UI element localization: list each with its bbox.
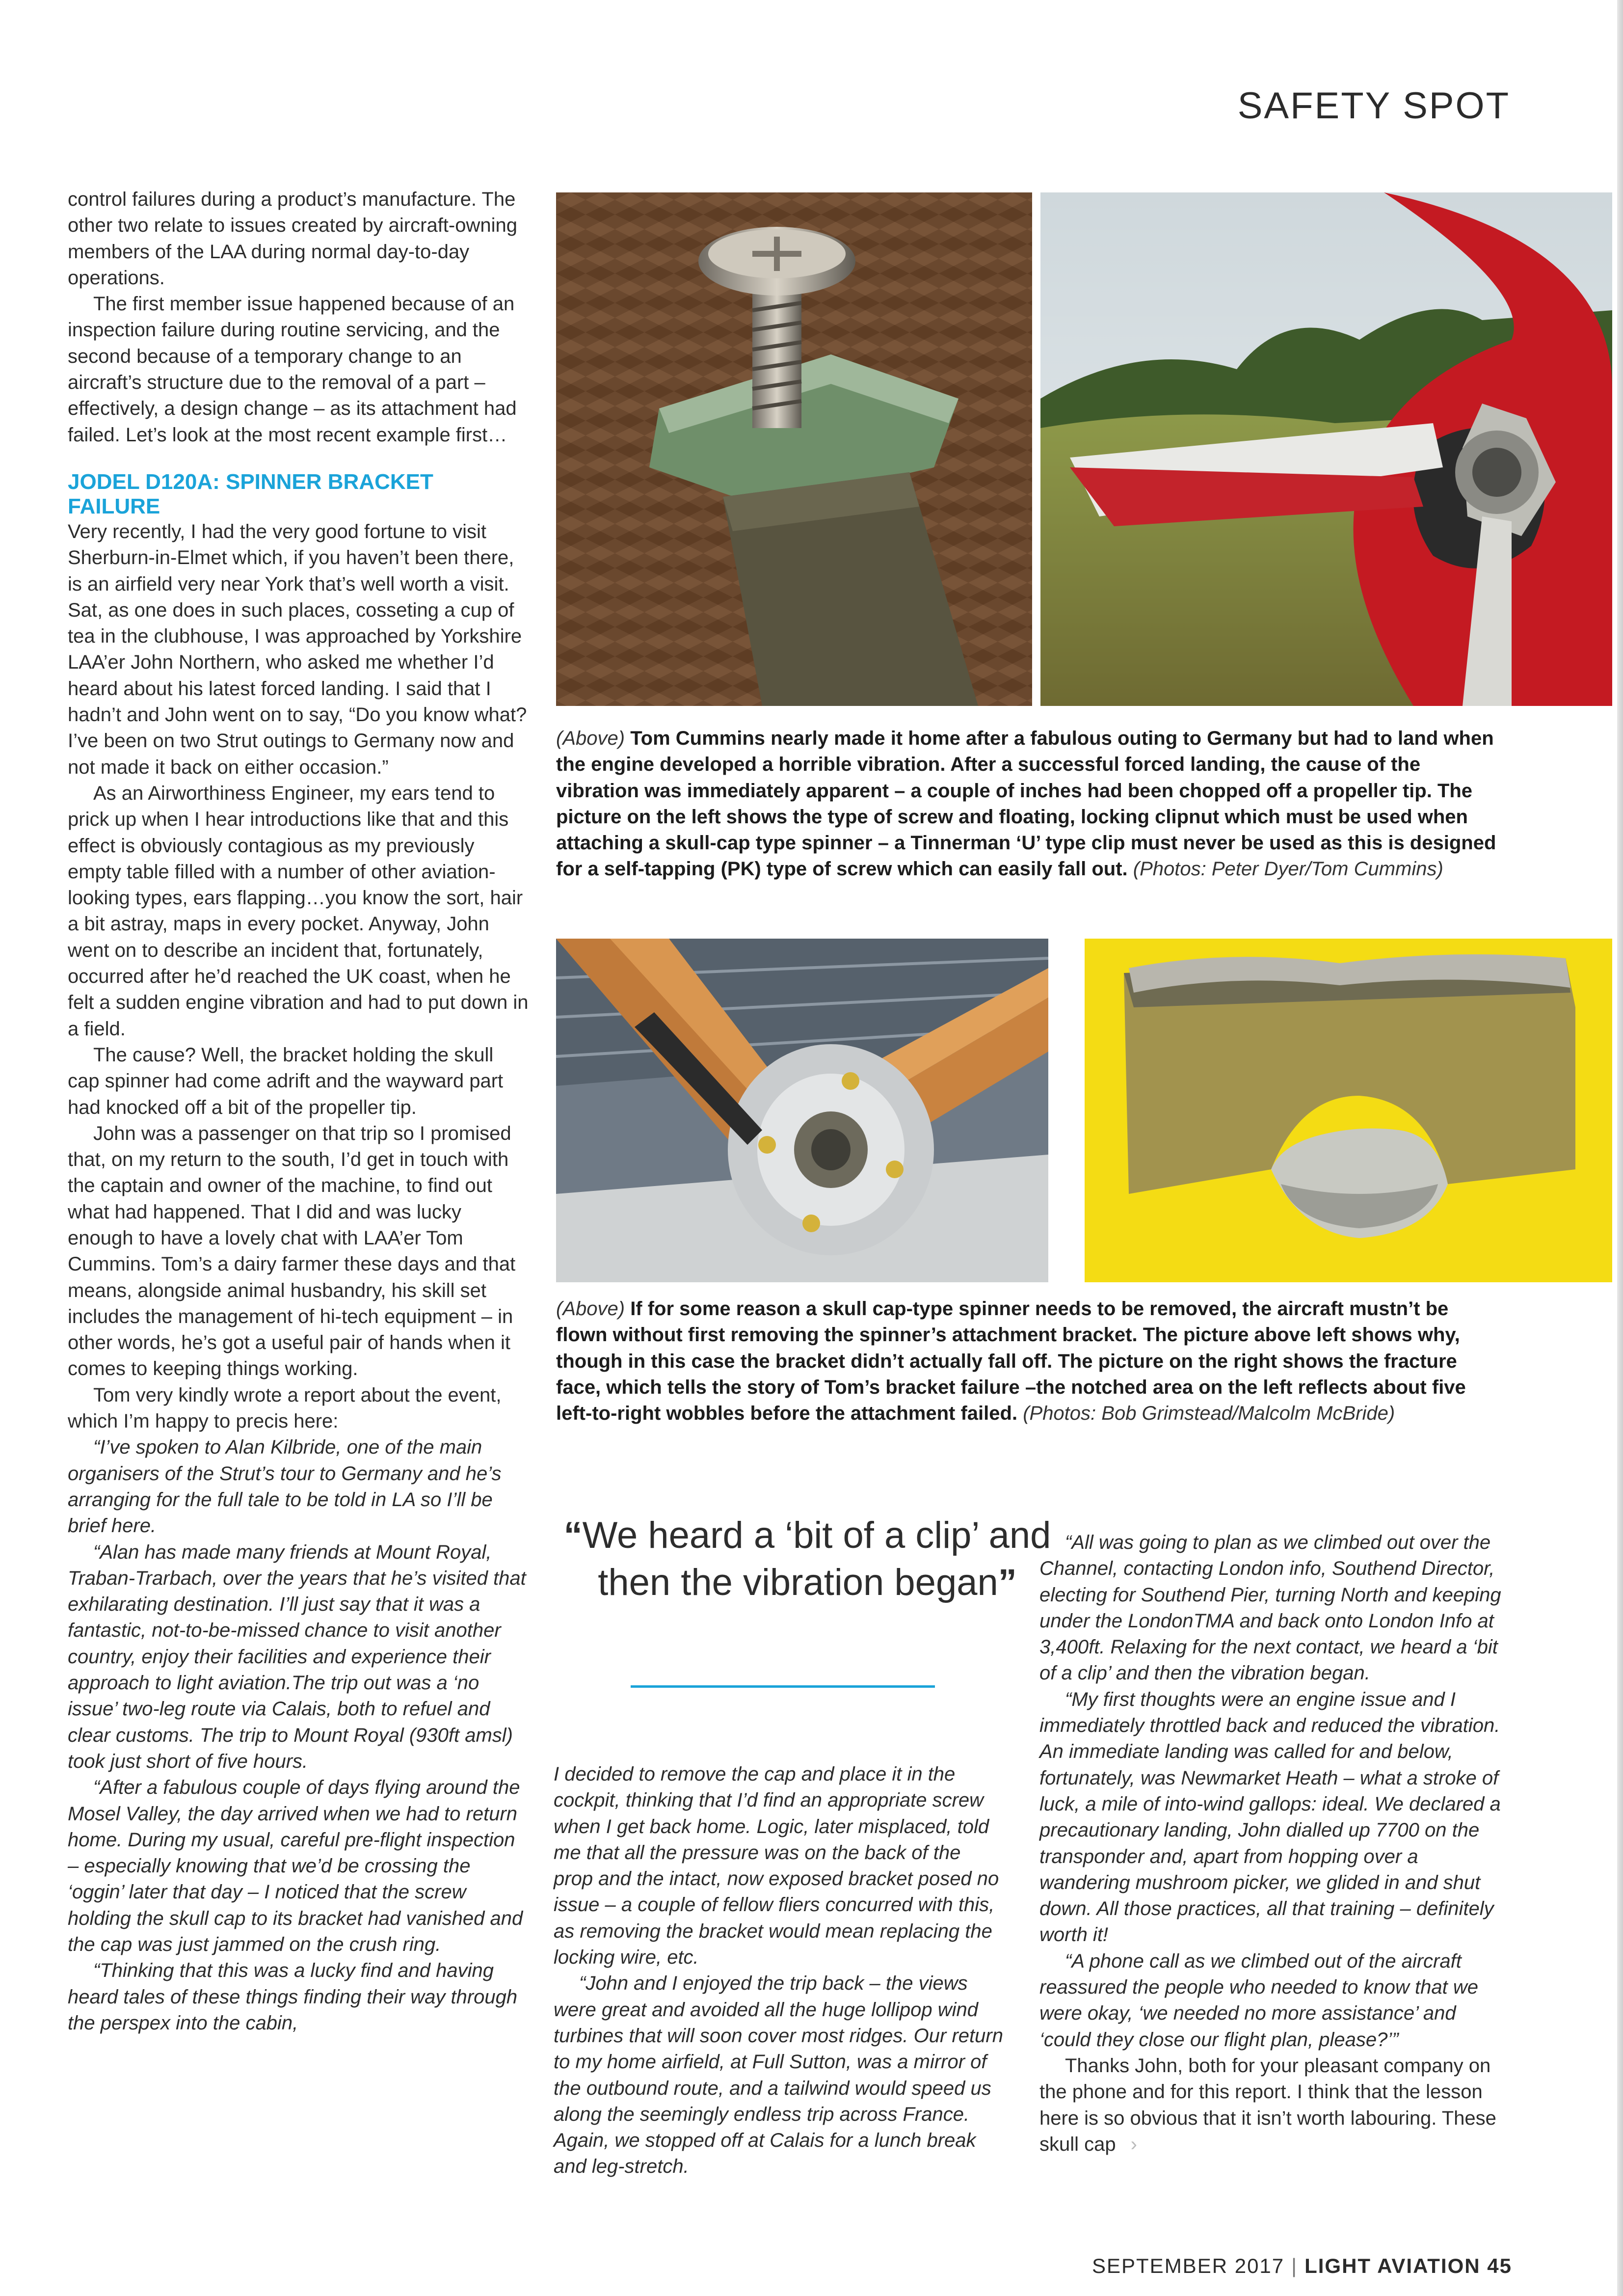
quoted-paragraph: “A phone call as we climbed out of the aircraft reassured the people who needed to know that we were okay, ‘we needed no more assistance’ and ‘could they close our flight plan, please?’” — [1039, 1950, 1478, 2051]
quoted-paragraph: “Alan has made many friends at Mount Royal, Traban-Trarbach, over the years that he’s visited that exhilarating destination. I’ll just say that it was a fantastic, not-to-be-missed chance to visit another country, enjoy their facilities and experience their approach to light aviation.The trip out was a ‘no issue’ two-leg route via Calais, both to refuel and clear customs. The trip to Mount Royal (930ft amsl) took just short of five hours. — [68, 1541, 526, 1772]
pull-quote — [559, 1512, 1055, 1606]
continue-arrow-icon: › — [1130, 2133, 1137, 2155]
caption-lead: (Above) — [556, 1298, 625, 1320]
quoted-paragraph: “John and I enjoyed the trip back – the views were great and avoided all the huge lollipop wind turbines that will soon cover most ridges. Our return to my home airfield, at Full Sutton, was a mirror of the outbound route, and a tailwind would speed us along the seemingly endless trip across France. Again, we stopped off at Calais for a lunch break and leg-stretch. — [554, 1972, 1003, 2178]
photo-credit: (Photos: Bob Grimstead/Malcolm McBride) — [1023, 1403, 1395, 1425]
paragraph — [1039, 2053, 1506, 2158]
photo-damaged-propeller — [1040, 192, 1612, 706]
photo-credit: (Photos: Peter Dyer/Tom Cummins) — [1133, 858, 1443, 880]
paragraph: Very recently, I had the very good fortune to visit Sherburn-in-Elmet which, if you haven’t been there, is an airfield very near York that’s well worth a visit. Sat, as one does in such places, cosseting a cup of tea in the clubhouse, I was approached by Yorkshire LAA’er John Northern, who asked me whether I’d heard about his latest forced landing. I said that I hadn’t and John went on to say, “Do you know what? I’ve been on two Strut outings to Germany now and not made it back on either occasion.” — [68, 520, 527, 778]
page-edge — [1617, 0, 1623, 2296]
paragraph: As an Airworthiness Engineer, my ears tend to prick up when I hear introductions like that and this effect is obviously contagious as my previously empty table filled with a number of other aviation-looking types, ears flapping…you know the sort, hair a bit astray, maps in every pocket. Anyway, John went on to describe an incident that, fortunately, occurred after he’d reached the UK coast, when he felt a sudden engine vibration and had to put down in a field. — [68, 782, 529, 1040]
quoted-paragraph: I decided to remove the cap and place it in the cockpit, thinking that I’d find an appropriate screw when I get back home. Logic, later misplaced, told me that all the pressure was on the back of the prop and the intact, now exposed bracket posed no issue – a couple of fellow fliers concurred with this, as removing the bracket would mean replacing the locking wire, etc. — [554, 1763, 999, 1969]
paragraph: The first member issue happened because of an inspection failure during routine servicing, and the second because of a temporary change to an aircraft’s structure due to the removal of a part – effectively, a design change – as its attachment had failed. Let’s look at the most recent example first… — [68, 293, 517, 446]
footer-separator: | — [1291, 2254, 1298, 2277]
pull-quote-text: We heard a ‘bit of a clip’ and then the vibration began — [582, 1514, 1051, 1603]
article-subheading: JODEL D120A: SPINNER BRACKET FAILURE — [68, 469, 433, 518]
middle-column — [554, 1761, 1005, 2180]
page-number: 45 — [1487, 2254, 1512, 2277]
caption-text: If for some reason a skull cap-type spinner needs to be removed, the aircraft mustn’t be flown without first removing the spinner’s attachment bracket. The picture above left shows why, though in this case the bracket didn’t actually fall off. The picture on the right shows the fracture face, which tells the story of Tom’s bracket failure –the notched area on the left reflects about five left-to-right wobbles before the attachment failed. — [556, 1298, 1466, 1425]
quoted-paragraph: “My first thoughts were an engine issue and I immediately throttled back and reduced the vibration. An immediate landing was called for and below, fortunately, was Newmarket Heath – what a stroke of luck, a mile of into-wind gallops: ideal. We declared a precautionary landing, John dialled up 7700 on the transponder and, apart from hopping over a wandering mushroom picker, we glided in and shut down. All those practices, all that training – definitely worth it! — [1039, 1688, 1501, 1946]
photo-exposed-bracket — [556, 939, 1048, 1282]
issue-date: SEPTEMBER 2017 — [1091, 2254, 1285, 2277]
magazine-name: LIGHT AVIATION — [1304, 2254, 1481, 2277]
quoted-paragraph: “Thinking that this was a lucky find and having heard tales of these things finding their way through the perspex into the cabin, — [68, 1960, 518, 2034]
page-footer — [1092, 2254, 1512, 2278]
photo-screw-clipnut — [556, 192, 1032, 706]
caption-text: Tom Cummins nearly made it home after a fabulous outing to Germany but had to land when the engine developed a horrible vibration. After a successful forced landing, the cause of the vibration was immediately apparent – a couple of inches had been chopped off a propeller tip. The picture on the left shows the type of screw and floating, locking clipnut which must be used when attaching a skull-cap type spinner – a Tinnerman ‘U’ type clip must never be used as this is designed for a self-tapping (PK) type of screw which can easily fall out. — [556, 728, 1496, 880]
pull-quote-rule — [631, 1685, 935, 1688]
paragraph-text: Thanks John, both for your pleasant company on the phone and for this report. I think that the lesson here is so obvious that it isn’t worth labouring. These skull cap — [1039, 2054, 1496, 2155]
section-label: SAFETY SPOT — [1237, 85, 1510, 127]
photo-caption — [556, 726, 1498, 883]
photo-caption — [556, 1296, 1498, 1427]
right-column — [1039, 1530, 1506, 2158]
paragraph: control failures during a product’s manufacture. The other two relate to issues created by aircraft-owning members of the LAA during normal day-to-day operations. — [68, 189, 517, 289]
pull-quote-open-mark: “ — [563, 1514, 583, 1556]
quoted-paragraph: “All was going to plan as we climbed out over the Channel, contacting London info, Southend Director, electing for Southend Pier, turning North and keeping under the LondonTMA and back onto London Info at 3,400ft. Relaxing for the next contact, we heard a ‘bit of a clip’ and then the vibration began. — [1039, 1532, 1501, 1684]
photo-fracture-face — [1085, 939, 1612, 1282]
pull-quote-close-mark: ” — [998, 1562, 1017, 1603]
left-column — [68, 187, 529, 2036]
quoted-paragraph: “I’ve spoken to Alan Kilbride, one of the main organisers of the Strut’s tour to Germany and he’s arranging for the full tale to be told in LA so I’ll be brief here. — [68, 1436, 502, 1537]
caption-lead: (Above) — [556, 728, 625, 749]
quoted-paragraph: “After a fabulous couple of days flying around the Mosel Valley, the day arrived when we had to return home. During my usual, careful pre-flight inspection – especially knowing that we’d be crossing the ‘oggin’ later that day – I noticed that the screw holding the skull cap to its bracket had vanished and the cap was just jammed on the crush ring. — [68, 1777, 523, 1955]
paragraph: John was a passenger on that trip so I promised that, on my return to the south, I’d get in touch with the captain and owner of the machine, to find out what had happened. That I did and was lucky enough to have a lovely chat with LAA’er Tom Cummins. Tom’s a dairy farmer these days and that means, alongside animal husbandry, his skill set includes the management of hi-tech equipment – in other words, he’s got a useful pair of hands when it comes to keeping things working. — [68, 1122, 516, 1380]
paragraph: Tom very kindly wrote a report about the event, which I’m happy to precis here: — [68, 1384, 502, 1432]
paragraph: The cause? Well, the bracket holding the skull cap spinner had come adrift and the wayward part had knocked off a bit of the propeller tip. — [68, 1044, 504, 1118]
